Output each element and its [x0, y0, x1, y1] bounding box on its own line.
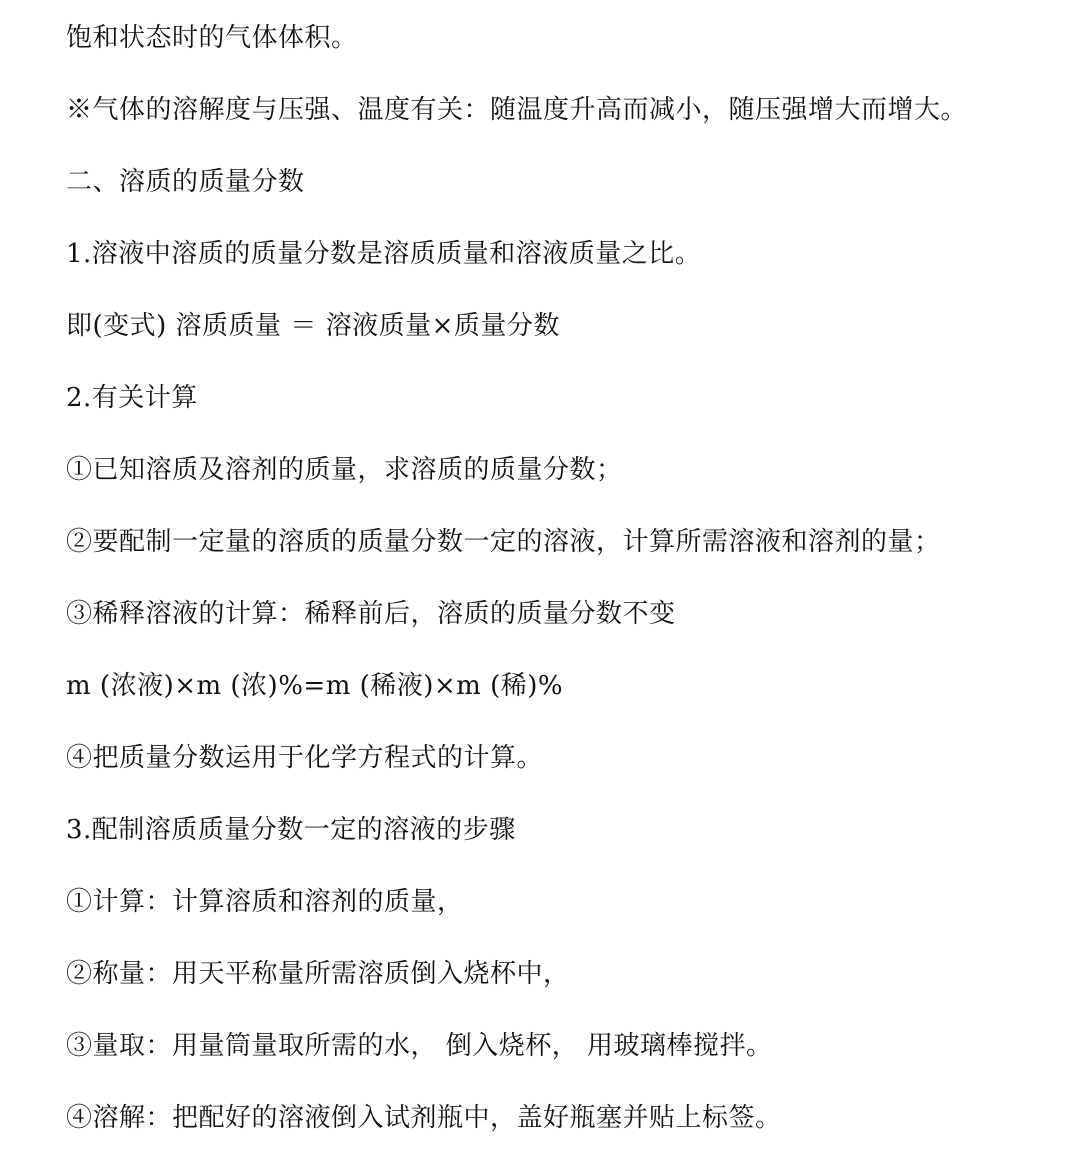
list-item-calc-2: ②要配制一定量的溶质的质量分数一定的溶液，计算所需溶液和溶剂的量； — [66, 527, 941, 557]
list-item-step-1: ①计算：计算溶质和溶剂的质量， — [66, 887, 464, 917]
text-line-definition: 1.溶液中溶质的质量分数是溶质质量和溶液质量之比。 — [66, 239, 702, 269]
text-line-saturation-volume: 饱和状态时的气体体积。 — [66, 23, 358, 53]
subheading-preparation-steps: 3.配制溶质质量分数一定的溶液的步骤 — [66, 815, 516, 845]
list-item-step-2: ②称量：用天平称量所需溶质倒入烧杯中， — [66, 959, 570, 989]
list-item-step-4: ④溶解：把配好的溶液倒入试剂瓶中，盖好瓶塞并贴上标签。 — [66, 1103, 782, 1133]
subheading-calculations: 2.有关计算 — [66, 383, 198, 413]
text-line-gas-solubility-note: ※气体的溶解度与压强、温度有关：随温度升高而减小，随压强增大而增大。 — [66, 95, 968, 125]
formula-line-variant: 即(变式) 溶质质量 ＝ 溶液质量×质量分数 — [66, 311, 560, 341]
list-item-calc-3: ③稀释溶液的计算：稀释前后，溶质的质量分数不变 — [66, 599, 676, 629]
formula-line-dilution: m (浓液)×m (浓)%=m (稀液)×m (稀)% — [66, 671, 564, 701]
list-item-calc-4: ④把质量分数运用于化学方程式的计算。 — [66, 743, 544, 773]
list-item-step-3: ③量取：用量筒量取所需的水， 倒入烧杯， 用玻璃棒搅拌。 — [66, 1031, 773, 1061]
list-item-calc-1: ①已知溶质及溶剂的质量，求溶质的质量分数； — [66, 455, 623, 485]
section-heading-mass-fraction: 二、溶质的质量分数 — [66, 167, 305, 197]
